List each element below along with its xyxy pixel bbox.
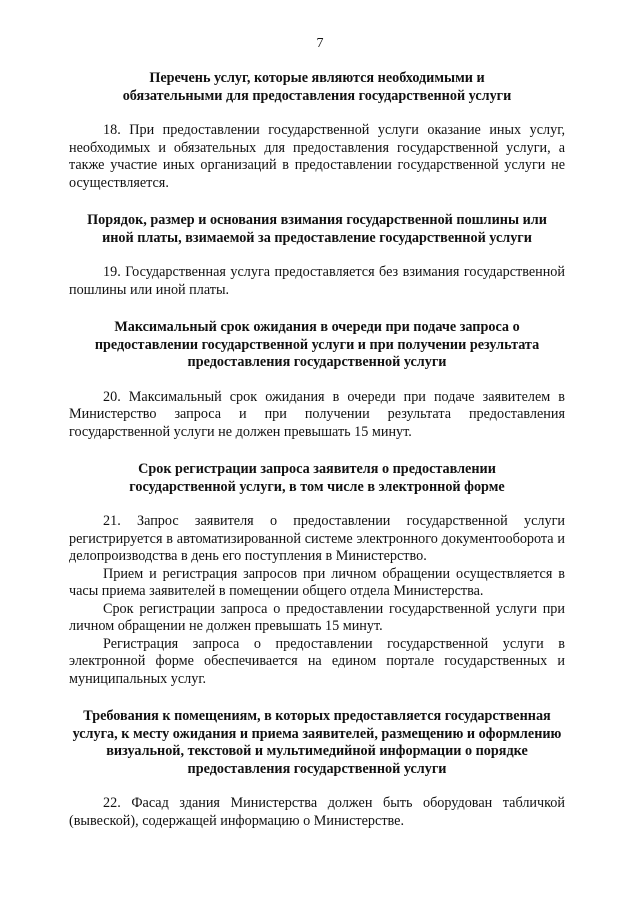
page-number: 7 (316, 36, 324, 51)
section-heading: Порядок, размер и основания взимания государственной пошлины или иной платы, взимаемой за предоставление государственной услуги (87, 212, 547, 246)
paragraph: Срок регистрации запроса о предоставлении государственной услуги при личном обращении не должен превышать 15 минут. (69, 600, 565, 634)
paragraph: 20. Максимальный срок ожидания в очереди при подаче заявителем в Министерство запроса и при получении результата предоставления государственной услуги не должен превышать 15 минут. (69, 388, 565, 440)
document-body (69, 70, 565, 830)
section-heading: Срок регистрации запроса заявителя о предоставлении государственной услуги, в том числе в электронной форме (129, 461, 505, 495)
paragraph: Прием и регистрация запросов при личном обращении осуществляется в часы приема заявителей в помещении общего отдела Министерства. (69, 565, 565, 599)
section (69, 708, 565, 830)
section (69, 461, 565, 688)
section-heading: Перечень услуг, которые являются необходимыми и обязательными для предоставления государственной услуги (122, 70, 512, 104)
section-heading: Максимальный срок ожидания в очереди при подаче запроса о предоставлении государственной услуги и при получении результата предоставления государственной услуги (94, 319, 540, 370)
section (69, 319, 565, 441)
paragraph: 21. Запрос заявителя о предоставлении государственной услуги регистрируется в автоматизированной системе электронного документооборота и делопроизводства в день его поступления в Министерство. (69, 513, 565, 564)
paragraph: 19. Государственная услуга предоставляется без взимания государственной пошлины или иной платы. (69, 264, 565, 298)
section-heading: Требования к помещениям, в которых предоставляется государственная услуга, к месту ожидания и приема заявителей, размещению и оформлению визуальной, текстовой и мультимедийной информации о порядке предоставления государственной услуги (72, 708, 562, 777)
paragraph: Регистрация запроса о предоставлении государственной услуги в электронной форме обеспечивается на едином портале государственных и муниципальных услуг. (69, 635, 565, 687)
section (69, 212, 565, 299)
paragraph: 18. При предоставлении государственной услуги оказание иных услуг, необходимых и обязательных для предоставления государственной услуги, а также участие иных организаций в предоставлении государственной услуги не осуществляется. (69, 122, 565, 191)
paragraph: 22. Фасад здания Министерства должен быть оборудован табличкой (вывеской), содержащей информацию о Министерстве. (69, 795, 565, 829)
section (69, 70, 565, 192)
